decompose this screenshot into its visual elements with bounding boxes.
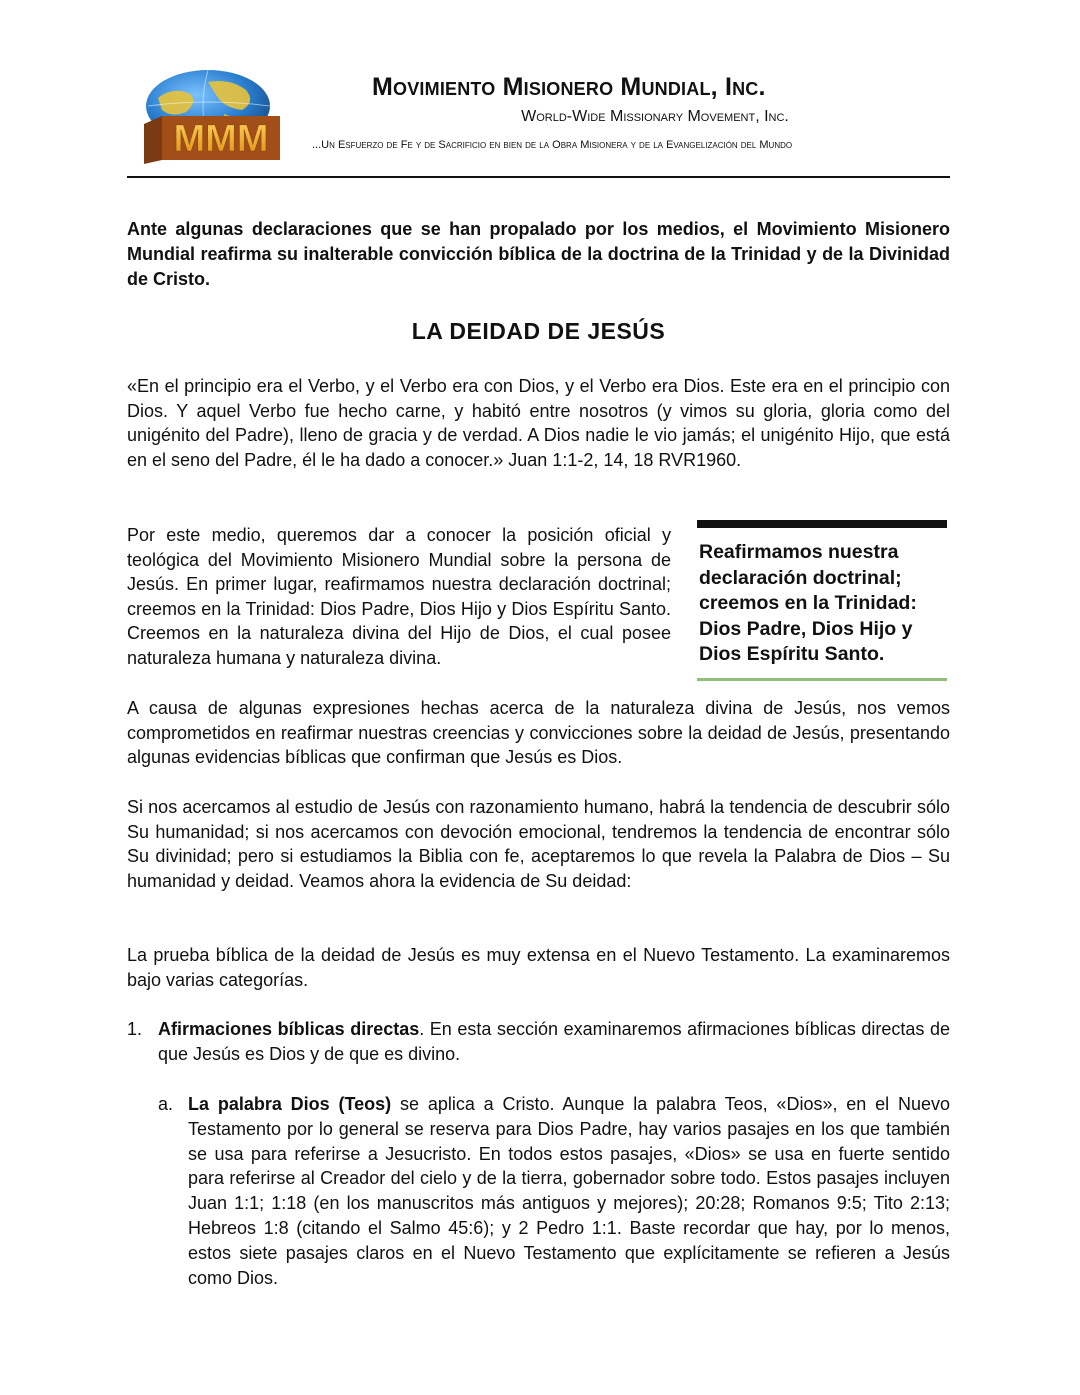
organization-tagline: ...Un Esfuerzo de Fe y de Sacrificio en bien de la Obra Misionera y de la Evangelización del Mundo: [312, 139, 793, 151]
list-item-a: [158, 1092, 950, 1290]
pull-quote-line: Dios Espíritu Santo.: [699, 643, 885, 665]
position-paragraph: Por este medio, queremos dar a conocer la posición oficial y teológica del Movimiento Misionero Mundial sobre la persona de Jesús. En primer lugar, reafirmamos nuestra declaración doctrinal; creemos en la Trinidad: Dios Padre, Dios Hijo y Dios Espíritu Santo. Creemos en la naturaleza divina del Hijo de Dios, el cual posee naturaleza humana y naturaleza divina.: [127, 525, 671, 668]
pull-quote-line: Dios Padre, Dios Hijo y: [699, 617, 913, 640]
organization-subtitle: World-Wide Missionary Movement, Inc.: [521, 108, 789, 125]
svg-text:MMM: MMM: [173, 118, 269, 160]
document-title: LA DEIDAD DE JESÚS: [411, 318, 666, 344]
organization-name: Movimiento Misionero Mundial, Inc.: [372, 73, 766, 101]
mmm-globe-logo: [138, 68, 284, 164]
list-letter: a.: [158, 1094, 174, 1114]
list-item-heading: Afirmaciones bíblicas directas: [158, 1019, 420, 1039]
list-item-text: . En esta sección examinaremos afirmaciones bíblicas directas de que Jesús es Dios y de que es divino.: [158, 1019, 950, 1064]
list-item-heading: La palabra Dios (Teos): [188, 1094, 392, 1114]
list-number: 1.: [127, 1019, 143, 1039]
list-item-text: se aplica a Cristo. Aunque la palabra Teos, «Dios», en el Nuevo Testamento por lo general se reserva para Dios Padre, hay varios pasajes en los que también se usa para referirse a Jesucristo. En todos estos pasajes, «Dios» se usa en fuerte sentido para referirse al Creador del cielo y de la tierra, gobernador sobre todo. Estos pasajes incluyen Juan 1:1; 1:18 (en los manuscritos más antiguos y mejores); 20:28; Romanos 9:5; Tito 2:13; Hebreos 1:8 (citando el Salmo 45:6); y 2 Pedro 1:1. Baste recordar que hay, por lo menos, estos siete pasajes claros en el Nuevo Testamento que explícitamente se refieren a Jesús como Dios.: [188, 1094, 950, 1288]
pull-quote-line: creemos en la Trinidad:: [699, 592, 917, 614]
pull-quote-line: declaración doctrinal;: [699, 566, 902, 589]
list-item-body: [158, 1017, 950, 1066]
list-item-1: [127, 1017, 950, 1066]
header-divider: [127, 176, 950, 178]
list-item-body: [188, 1092, 950, 1290]
scripture-quote: «En el principio era el Verbo, y el Verbo era con Dios, y el Verbo era Dios. Este era en el principio con Dios. Y aquel Verbo fue hecho carne, y habitó entre nosotros (y vimos su gloria, gloria como del unigénito del Padre), lleno de gracia y de verdad. A Dios nadie le vio jamás; el unigénito Hijo, que está en el seno del Padre, él le ha dado a conocer.» Juan 1:1-2, 14, 18 RVR1960.: [127, 376, 950, 470]
intro-statement: Ante algunas declaraciones que se han propalado por los medios, el Movimiento Misionero Mundial reafirma su inalterable convicción bíblica de la doctrina de la Trinidad y de la Divinidad de Cristo.: [127, 219, 950, 289]
pull-quote-box: [697, 520, 947, 681]
reasoning-paragraph: Si nos acercamos al estudio de Jesús con razonamiento humano, habrá la tendencia de descubrir sólo Su humanidad; si nos acercamos con devoción emocional, tendremos la tendencia de encontrar sólo Su divinidad; pero si estudiamos la Biblia con fe, aceptaremos lo que revela la Palabra de Dios – Su humanidad y deidad. Veamos ahora la evidencia de Su deidad:: [127, 797, 950, 891]
cause-paragraph: A causa de algunas expresiones hechas acerca de la naturaleza divina de Jesús, nos vemos comprometidos en reafirmar nuestras creencias y convicciones sobre la deidad de Jesús, presentando algunas evidencias bíblicas que confirman que Jesús es Dios.: [127, 698, 950, 767]
proof-paragraph: La prueba bíblica de la deidad de Jesús es muy extensa en el Nuevo Testamento. La examinaremos bajo varias categorías.: [127, 945, 950, 990]
pull-quote-line: Reafirmamos nuestra: [699, 541, 899, 563]
